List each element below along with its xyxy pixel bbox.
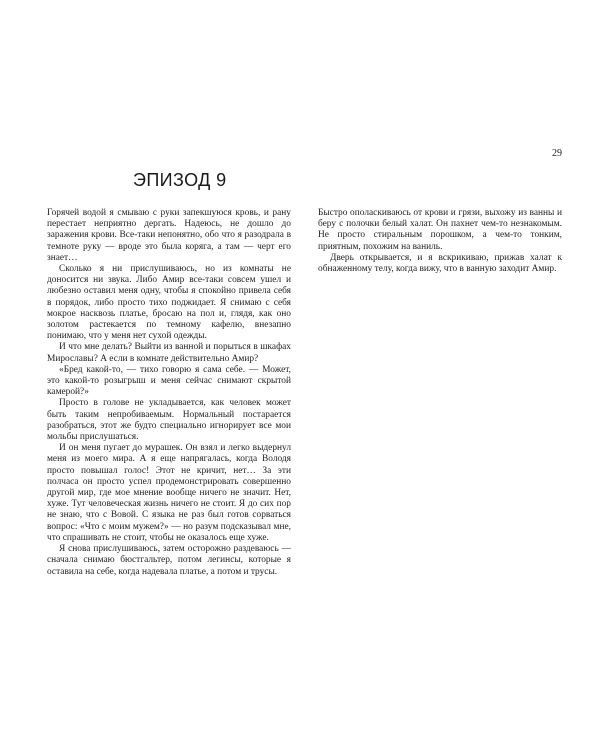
paragraph: Просто в голове не укладывается, как человек может быть таким непробиваемым. Нормальный постарается разобраться, этот же будто специально игнорирует все мои мольбы прислушаться. [47, 398, 291, 443]
paragraph: Горячей водой я смываю с руки запекшуюся кровь, и рану перестает неприятно дергать. Надеюсь, не дошло до заражения крови. Все-таки непонятно, обо что я разодрала в темноте руку — вроде это была коряга, а там — черт его знает… [47, 208, 291, 263]
paragraph: И что мне делать? Выйти из ванной и порыться в шкафах Мирославы? А если в комнате действительно Амир? [47, 342, 291, 364]
paragraph: «Бред какой-то, — тихо говорю я сама себе. — Может, это какой-то розыгрыш и меня сейчас снимают скрытой камерой?» [47, 364, 291, 398]
paragraph: И он меня пугает до мурашек. Он взял и легко выдернул меня из моего мира. А я еще напрягалась, когда Володя просто повышал голос! Этот не кричит, нет… За эти полчаса он просто успел продемонстрировать совершенно другой мир, где мое мнение вообще ничего не значит. Нет, хуже. Тут человеческая жизнь ничего не стоит. Я до сих пор не знаю, что с Вовой. С языка не раз был готов сорваться вопрос: «Что с моим мужем?» — но разум подсказывал мне, что спрашивать не стоит, чтобы не оказалось еще хуже. [47, 443, 291, 543]
paragraph: Быстро ополаскиваюсь от крови и грязи, выхожу из ванны и беру с полочки белый халат. Он пахнет чем-то незнакомым. Не просто стиральным порошком, а чем-то тонким, приятным, похожим на ваниль. [318, 208, 562, 252]
paragraph: Я снова прислушиваюсь, затем осторожно раздеваюсь — сначала снимаю бюстгальтер, потом легинсы, которые я оставила на себе, когда надевала платье, а потом и трусы. [47, 544, 291, 577]
paragraph: Сколько я ни прислушиваюсь, но из комнаты не доносится ни звука. Либо Амир все-таки совсем ушел и любезно оставил меня одну, чтобы я спокойно привела себя в порядок, либо просто тихо поджидает. Я снимаю с себя мокрое насквозь платье, бросаю на пол и, глядя, как оно золотом растекается по темному кафелю, внезапно понимаю, что у меня нет сухой одежды. [47, 264, 291, 342]
chapter-title: ЭПИЗОД 9 [133, 170, 227, 190]
right-text-column [318, 208, 562, 275]
paragraph: Дверь открывается, и я вскрикиваю, прижав халат к обнаженному телу, когда вижу, что в ванную заходит Амир. [318, 252, 562, 275]
page-number: 29 [552, 148, 562, 159]
left-text-column [47, 208, 291, 578]
